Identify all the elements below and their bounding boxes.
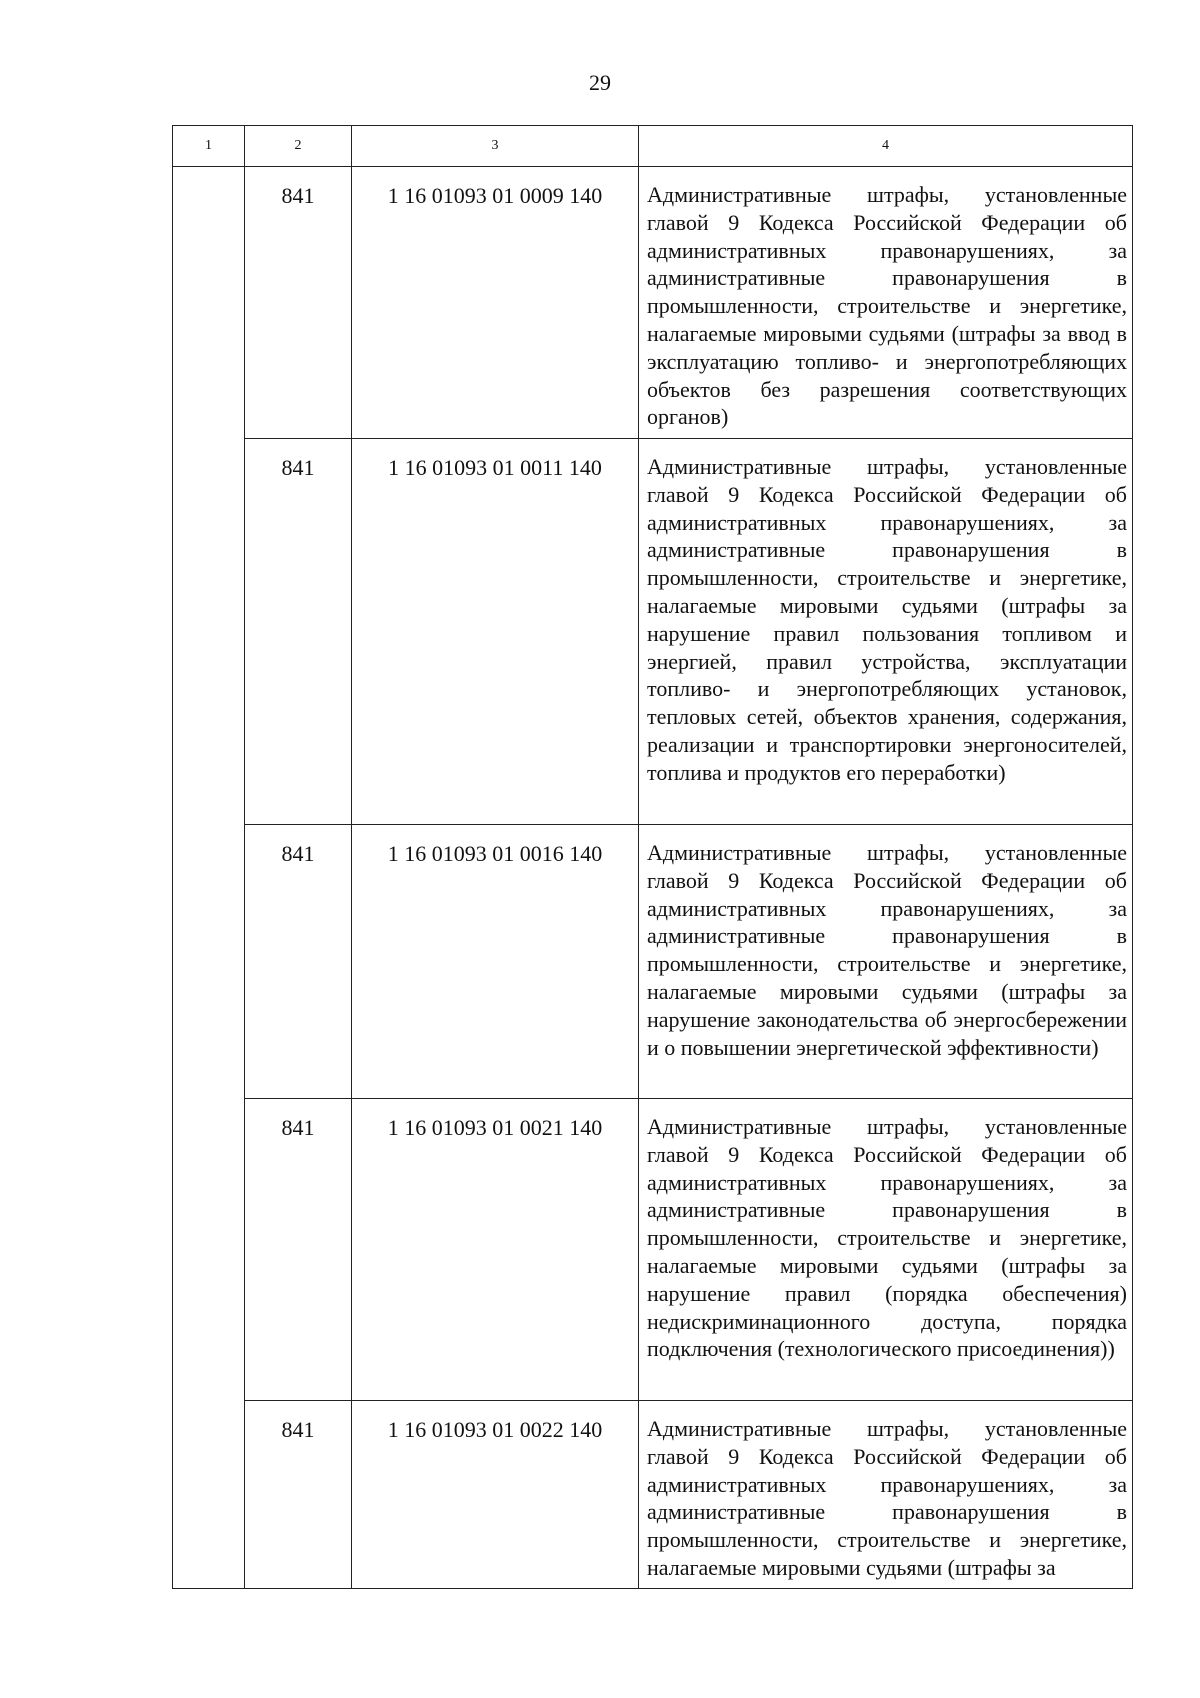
table-row <box>173 825 1133 1099</box>
description-text: Административные штрафы, установленные главой 9 Кодекса Российской Федерации об административных правонарушениях, за административные правонарушения в промышленности, строительстве и энергетике, налагаемые мировыми судьями (штрафы за ввод в эксплуатацию топливо- и энергопотребляющих объектов без разрешения соответствующих органов) <box>647 182 1127 430</box>
table-cell-description <box>639 825 1133 1099</box>
table-cell-budget-code: 1 16 01093 01 0011 140 <box>352 439 639 825</box>
table-cell-description <box>639 1099 1133 1401</box>
table-row <box>173 439 1133 825</box>
table-cell-admin-code: 841 <box>245 167 352 439</box>
table-row <box>173 167 1133 439</box>
table-cell-budget-code: 1 16 01093 01 0022 140 <box>352 1401 639 1589</box>
table-header-cell-3: 3 <box>352 126 639 167</box>
table-cell-admin-code: 841 <box>245 1099 352 1401</box>
table-cell-description <box>639 439 1133 825</box>
description-text: Административные штрафы, установленные главой 9 Кодекса Российской Федерации об административных правонарушениях, за административные правонарушения в промышленности, строительстве и энергетике, налагаемые мировыми судьями (штрафы за <box>647 1416 1127 1580</box>
table-header-cell-4: 4 <box>639 126 1133 167</box>
document-table <box>172 125 1133 1589</box>
table-header-cell-2: 2 <box>245 126 352 167</box>
table-cell-budget-code: 1 16 01093 01 0021 140 <box>352 1099 639 1401</box>
table-cell-admin-code: 841 <box>245 439 352 825</box>
table-cell-col1 <box>173 167 245 1589</box>
description-text: Административные штрафы, установленные главой 9 Кодекса Российской Федерации об административных правонарушениях, за административные правонарушения в промышленности, строительстве и энергетике, налагаемые мировыми судьями (штрафы за нарушение правил пользования топливом и энергией, правил устройства, эксплуатации топливо- и энергопотребляющих установок, тепловых сетей, объектов хранения, содержания, реализации и транспортировки энергоносителей, топлива и продуктов его переработки) <box>647 454 1127 785</box>
description-text: Административные штрафы, установленные главой 9 Кодекса Российской Федерации об административных правонарушениях, за административные правонарушения в промышленности, строительстве и энергетике, налагаемые мировыми судьями (штрафы за нарушение законодательства об энергосбережении и о повышении энергетической эффективности) <box>647 840 1127 1060</box>
table-cell-description <box>639 167 1133 439</box>
page-number: 29 <box>589 70 611 95</box>
table-cell-description <box>639 1401 1133 1589</box>
table-row <box>173 1099 1133 1401</box>
table-cell-admin-code: 841 <box>245 825 352 1099</box>
table-cell-budget-code: 1 16 01093 01 0016 140 <box>352 825 639 1099</box>
description-text: Административные штрафы, установленные главой 9 Кодекса Российской Федерации об административных правонарушениях, за административные правонарушения в промышленности, строительстве и энергетике, налагаемые мировыми судьями (штрафы за нарушение правил (порядка обеспечения) недискриминационного доступа, порядка подключения (технологического присоединения)) <box>647 1114 1127 1362</box>
table-cell-admin-code: 841 <box>245 1401 352 1589</box>
table-row <box>173 1401 1133 1589</box>
table-header-row <box>173 126 1133 167</box>
table-cell-budget-code: 1 16 01093 01 0009 140 <box>352 167 639 439</box>
table-header-cell-1: 1 <box>173 126 245 167</box>
